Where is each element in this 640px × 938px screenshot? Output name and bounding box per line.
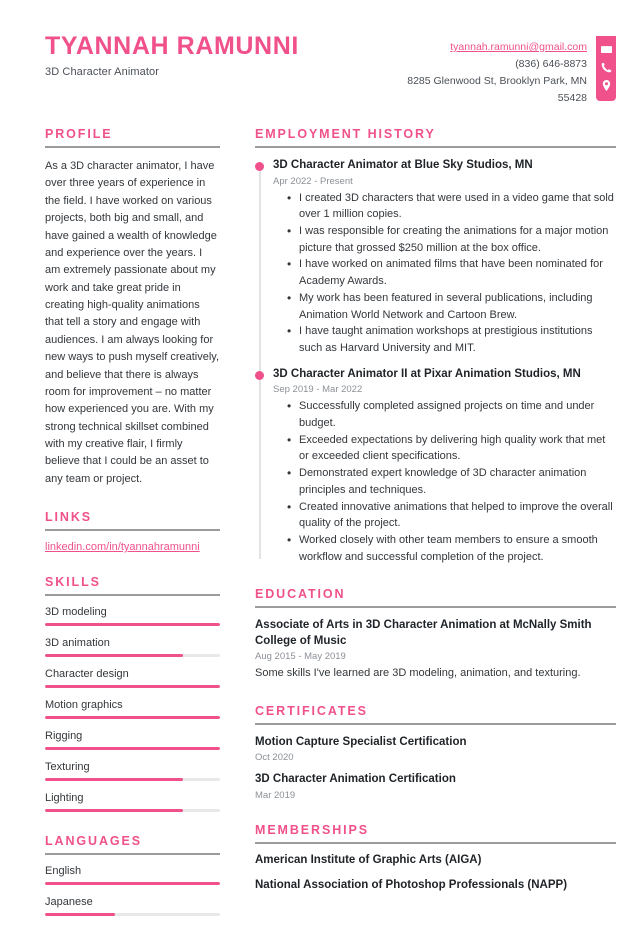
employment-bullets xyxy=(273,398,616,565)
bullet-item: • Exceeded expectations by delivering high quality work that met or exceeded client specifications. xyxy=(299,432,616,465)
resume-body xyxy=(0,107,640,938)
education-entry xyxy=(255,618,616,682)
education-description: Some skills I've learned are 3D modeling, animation, and texturing. xyxy=(255,667,581,680)
section-languages xyxy=(45,834,220,916)
employment-entry xyxy=(273,158,616,357)
skill-row xyxy=(45,606,220,626)
page-title: TYANNAH RAMUNNI xyxy=(45,32,299,60)
contact-icon-rail xyxy=(596,36,616,101)
skill-row xyxy=(45,792,220,812)
skill-fill xyxy=(45,716,220,719)
skill-label: Lighting xyxy=(45,792,84,805)
section-title-memberships: MEMBERSHIPS xyxy=(255,822,369,837)
skill-track xyxy=(45,623,220,626)
main-column xyxy=(220,127,616,938)
skill-row xyxy=(45,730,220,750)
language-label: English xyxy=(45,865,82,878)
skill-label: Rigging xyxy=(45,730,83,743)
link-item[interactable]: linkedin.com/in/tyannahramunni xyxy=(45,541,200,554)
bullet-item: • Demonstrated expert knowledge of 3D character animation principles and techniques. xyxy=(299,465,616,498)
employment-timeline xyxy=(255,158,616,565)
employment-entry xyxy=(273,367,616,566)
header-contact xyxy=(407,33,640,107)
certificate-title: 3D Character Animation Certification xyxy=(255,773,456,786)
section-title-links: LINKS xyxy=(45,510,92,525)
section-title-languages: LANGUAGES xyxy=(45,834,142,849)
bullet-item: • I was responsible for creating the animations for a major motion picture that grossed $250 million at the box office. xyxy=(299,223,616,256)
skill-fill xyxy=(45,654,183,657)
skill-label: Motion graphics xyxy=(45,699,123,712)
contact-address-line2: 55428 xyxy=(557,92,587,104)
bullet-item: • Created innovative animations that helped to improve the overall quality of the project. xyxy=(299,499,616,532)
section-title-profile: PROFILE xyxy=(45,127,113,141)
bullet-item: • Successfully completed assigned projects on time and under budget. xyxy=(299,398,616,431)
language-row xyxy=(45,865,220,885)
contact-phone: (836) 646-8873 xyxy=(515,58,587,70)
bullet-item: • I have worked on animated films that have been nominated for Academy Awards. xyxy=(299,256,616,289)
section-profile xyxy=(45,127,220,488)
header-job-title: 3D Character Animator xyxy=(45,65,159,78)
bullet-item: • I created 3D characters that were used in a video game that sold over 1 million copies. xyxy=(299,190,616,223)
certificate-entry xyxy=(255,735,616,764)
skill-fill xyxy=(45,778,183,781)
skill-row xyxy=(45,761,220,781)
certificate-entry xyxy=(255,772,616,801)
employment-date: Sep 2019 - Mar 2022 xyxy=(273,384,363,396)
profile-paragraph: As a 3D character animator, I have over three years of experience in the field. I have worked on various projects, both big and small, and have gained a wealth of knowledge and experience over the years. I am extremely passionate about my work and take great pride in creating high-quality animations that tell a story and engage with audiences. I am always looking for new ways to push myself creatively, and believe that there is always room for improvement – no matter how experienced you are. With my strong technical skillset combined with my creative flair, I firmly believe that I could be an asset to any team or project. xyxy=(45,160,220,485)
skill-track xyxy=(45,778,220,781)
contact-details xyxy=(407,33,596,107)
section-divider xyxy=(45,146,220,148)
employment-date: Apr 2022 - Present xyxy=(273,175,353,187)
skill-track xyxy=(45,716,220,719)
skills-list xyxy=(45,606,220,812)
section-divider xyxy=(255,606,616,608)
section-divider xyxy=(255,146,616,148)
section-title-education: EDUCATION xyxy=(255,587,346,602)
section-memberships xyxy=(255,823,616,891)
envelope-icon xyxy=(601,44,612,55)
skill-track xyxy=(45,685,220,688)
skill-track xyxy=(45,809,220,812)
certificate-title: Motion Capture Specialist Certification xyxy=(255,735,467,748)
location-pin-icon xyxy=(601,80,612,91)
section-certificates xyxy=(255,704,616,801)
skill-label: 3D modeling xyxy=(45,606,107,619)
language-label: Japanese xyxy=(45,896,93,909)
sidebar-column xyxy=(45,127,220,938)
languages-list xyxy=(45,865,220,916)
section-education xyxy=(255,587,616,682)
skill-label: Texturing xyxy=(45,761,90,774)
membership-item: American Institute of Graphic Arts (AIGA) xyxy=(255,853,482,866)
links-list xyxy=(45,541,220,553)
skill-fill xyxy=(45,809,183,812)
skill-row xyxy=(45,637,220,657)
section-title-employment: EMPLOYMENT HISTORY xyxy=(255,127,436,141)
section-divider xyxy=(255,842,616,844)
section-divider xyxy=(45,594,220,596)
section-employment-history xyxy=(255,127,616,565)
membership-item: National Association of Photoshop Professionals (NAPP) xyxy=(255,878,568,891)
education-title: Associate of Arts in 3D Character Animation at McNally Smith College of Music xyxy=(255,619,592,647)
education-date: Aug 2015 - May 2019 xyxy=(255,651,346,663)
language-row xyxy=(45,896,220,916)
bullet-item: • My work has been featured in several publications, including Animation World Network and Cartoon Brew. xyxy=(299,290,616,323)
bullet-item: • Worked closely with other team members to ensure a smooth workflow and successful completion of the project. xyxy=(299,532,616,565)
certificate-date: Oct 2020 xyxy=(255,752,294,764)
section-divider xyxy=(45,853,220,855)
contact-email[interactable]: tyannah.ramunni@gmail.com xyxy=(450,41,587,53)
header-identity xyxy=(0,33,299,78)
employment-bullets xyxy=(273,190,616,357)
section-links xyxy=(45,510,220,553)
resume-header xyxy=(0,0,640,107)
language-fill xyxy=(45,882,220,885)
section-divider xyxy=(45,529,220,531)
section-title-skills: SKILLS xyxy=(45,575,101,590)
skill-fill xyxy=(45,623,220,626)
certificate-date: Mar 2019 xyxy=(255,789,296,801)
bullet-item: • I have taught animation workshops at prestigious institutions such as Harvard University and MIT. xyxy=(299,323,616,356)
skill-track xyxy=(45,747,220,750)
phone-icon xyxy=(601,62,612,73)
language-track xyxy=(45,882,220,885)
section-title-certificates: CERTIFICATES xyxy=(255,703,368,718)
skill-row xyxy=(45,668,220,688)
contact-address-line1: 8285 Glenwood St, Brooklyn Park, MN xyxy=(407,75,587,87)
section-divider xyxy=(255,723,616,725)
skill-row xyxy=(45,699,220,719)
language-fill xyxy=(45,913,115,916)
skill-label: Character design xyxy=(45,668,129,681)
employment-title: 3D Character Animator at Blue Sky Studios, MN xyxy=(273,159,533,171)
section-skills xyxy=(45,575,220,812)
skill-fill xyxy=(45,685,220,688)
profile-body xyxy=(45,158,220,488)
employment-title: 3D Character Animator II at Pixar Animation Studios, MN xyxy=(273,367,581,380)
skill-track xyxy=(45,654,220,657)
skill-fill xyxy=(45,747,220,750)
skill-label: 3D animation xyxy=(45,637,110,650)
language-track xyxy=(45,913,220,916)
